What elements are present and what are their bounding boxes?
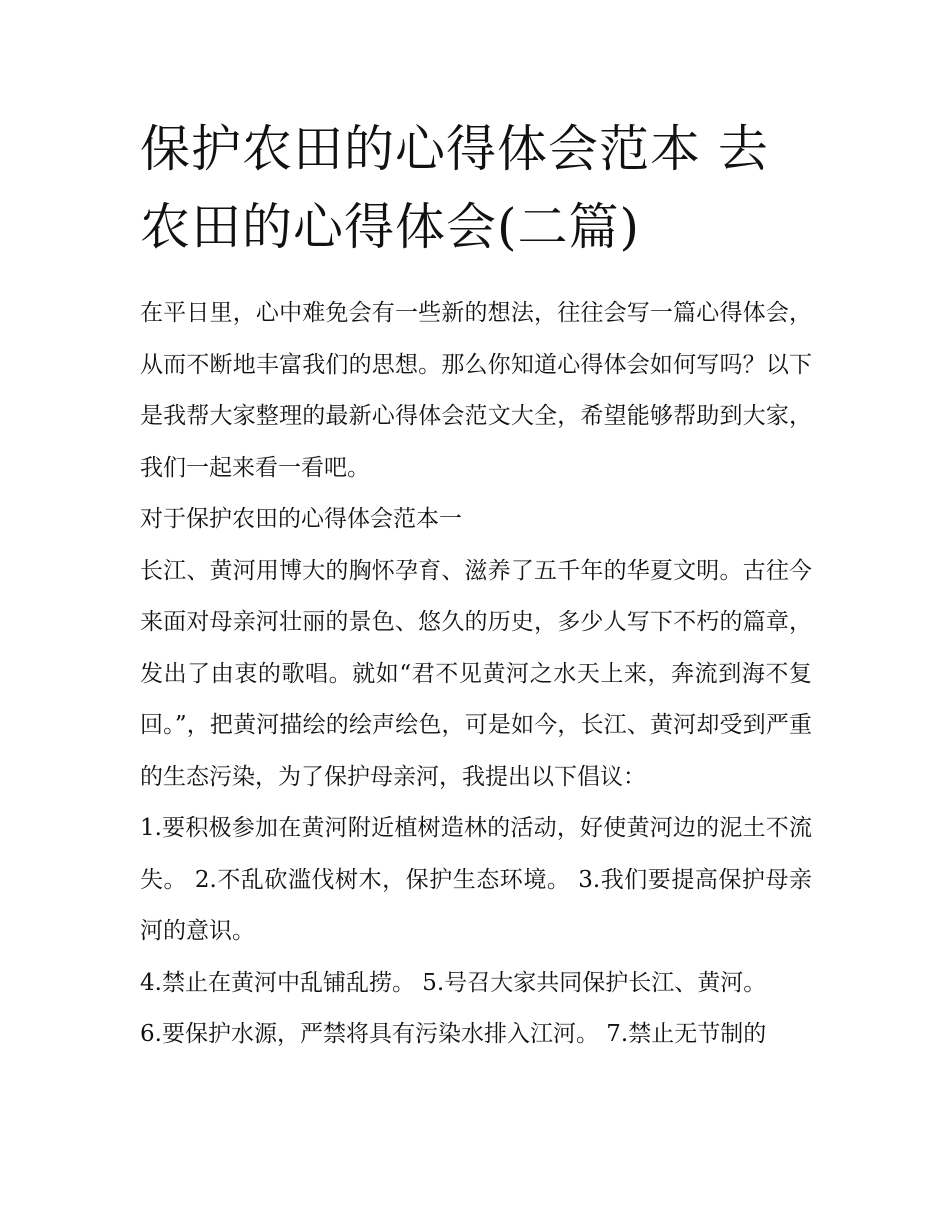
body-paragraph: 长江、黄河用博大的胸怀孕育、滋养了五千年的华夏文明。古往今来面对母亲河壮丽的景色、悠久的历史，多少人写下不朽的篇章，发出了由衷的歌唱。就如“君不见黄河之水天上来，奔流到海不复回。”，把黄河描绘的绘声绘色，可是如今，长江、黄河却受到严重的生态污染，为了保护母亲河，我提出以下倡议： bbox=[140, 557, 812, 790]
list-paragraph: 6.要保护水源，严禁将具有污染水排入江河。 7.禁止无节制的 bbox=[140, 1021, 767, 1047]
intro-paragraph: 在平日里，心中难免会有一些新的想法，往往会写一篇心得体会，从而不断地丰富我们的思想。那么你知道心得体会如何写吗？以下是我帮大家整理的最新心得体会范文大全，希望能够帮助到大家，我们一起来看一看吧。 bbox=[140, 300, 812, 481]
document-body bbox=[140, 288, 812, 1061]
list-paragraph: 1.要积极参加在黄河附近植树造林的活动，好使黄河边的泥土不流失。 2.不乱砍滥伐树木，保护生态环境。 3.我们要提高保护母亲河的意识。 bbox=[140, 815, 812, 944]
section-heading: 对于保护农田的心得体会范本一 bbox=[140, 506, 462, 532]
list-paragraph: 4.禁止在黄河中乱铺乱捞。 5.号召大家共同保护长江、黄河。 bbox=[140, 969, 767, 996]
document-page bbox=[140, 110, 812, 1061]
document-title: 保护农田的心得体会范本 去农田的心得体会(二篇) bbox=[140, 120, 769, 256]
